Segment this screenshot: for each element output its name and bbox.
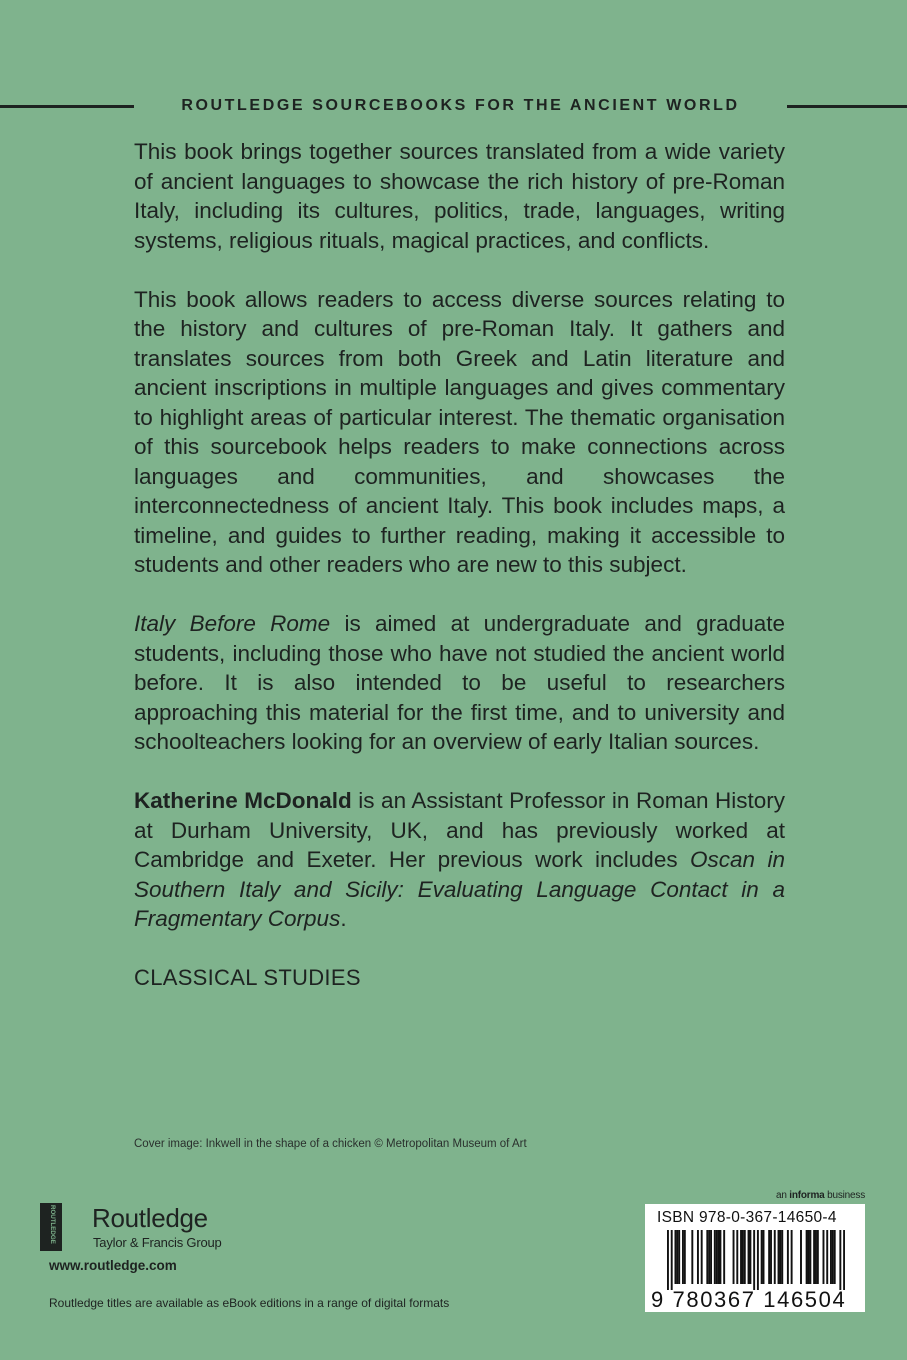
back-cover-blurb [134, 137, 785, 993]
barcode-bar [744, 1230, 746, 1284]
subject-category: CLASSICAL STUDIES [134, 965, 361, 990]
barcode-bar [770, 1230, 772, 1284]
informa-brand: informa [789, 1190, 825, 1201]
blurb-paragraph-2: This book allows readers to access diverse sources relating to the history and cultures of pre-Roman Italy. It gathers and translates sources from both Greek and Latin literature and ancient inscriptions in multiple languages and gives commentary to highlight areas of particular interest. The thematic organisation of this sourcebook helps readers to make connections across languages and communities, and showcases the interconnectedness of ancient Italy. This book includes maps, a timeline, and guides to further reading, making it accessible to students and other readers who are new to this subject. [134, 286, 785, 577]
barcode-bar [691, 1230, 693, 1284]
series-rule-left [0, 105, 134, 108]
barcode-bar [748, 1230, 750, 1284]
barcode-bar [839, 1230, 841, 1290]
blurb-paragraph-3-text: is aimed at undergraduate and graduate students, including those who have not studied the ancient world before. It is also intended to be useful to researchers approaching this material for the first time, and to university and schoolteachers looking for an overview of early Italian sources. [134, 611, 785, 754]
informa-tagline [776, 1190, 865, 1201]
publisher-name: Routledge [92, 1203, 208, 1233]
barcode-bar [813, 1230, 815, 1284]
barcode-bar [774, 1230, 776, 1284]
barcode-bar [674, 1230, 676, 1284]
barcode-bars [667, 1230, 845, 1290]
barcode-bar [749, 1230, 751, 1284]
barcode-bar [761, 1230, 763, 1284]
barcode-bar [778, 1230, 780, 1284]
barcode-bar [791, 1230, 793, 1284]
author-previous-work: Oscan in Southern Italy and Sicily: Evaluating Language Contact in a Fragmentary Corpus [134, 847, 785, 931]
barcode-bar [718, 1230, 720, 1284]
publisher-group: Taylor & Francis Group [93, 1235, 222, 1250]
barcode-bar [706, 1230, 708, 1284]
blurb-paragraph-1: This book brings together sources translated from a wide variety of ancient languages to showcase the rich history of pre-Roman Italy, including its cultures, politics, trade, languages, writing systems, religious rituals, magical practices, and conflicts. [134, 139, 785, 253]
barcode-bar [701, 1230, 703, 1284]
barcode-bar [779, 1230, 781, 1284]
barcode-bar [716, 1230, 718, 1284]
barcode-bar [843, 1230, 845, 1290]
barcode-bar [808, 1230, 810, 1284]
blurb-paragraph-3 [134, 609, 785, 757]
barcode-bar [697, 1230, 699, 1284]
series-rule-right [787, 105, 907, 108]
barcode-bar [740, 1230, 742, 1284]
barcode-bar [823, 1230, 825, 1284]
ebook-note: Routledge titles are available as eBook editions in a range of digital formats [49, 1296, 450, 1310]
author-bio-end: . [340, 906, 347, 931]
barcode-bar [768, 1230, 770, 1284]
barcode-bar [834, 1230, 836, 1284]
informa-suffix: business [824, 1190, 865, 1201]
series-title: ROUTLEDGE SOURCEBOOKS FOR THE ANCIENT WORLD [181, 97, 740, 114]
book-title: Italy Before Rome [134, 611, 331, 636]
barcode-bar [719, 1230, 721, 1284]
barcode-bar [832, 1230, 834, 1284]
barcode-bar [708, 1230, 710, 1284]
barcode-bar [671, 1230, 673, 1290]
barcode-bar [684, 1230, 686, 1284]
barcode-bar [742, 1230, 744, 1284]
barcode-bar [781, 1230, 783, 1284]
barcode-bar [809, 1230, 811, 1284]
isbn-label: ISBN 978-0-367-14650-4 [657, 1209, 837, 1226]
barcode-bar [826, 1230, 828, 1284]
barcode-bar [763, 1230, 765, 1284]
author-bio-text: is an Assistant Professor in Roman History at Durham University, UK, and has previously worked at Cambridge and Exeter. Her previous work includes [134, 788, 785, 872]
cover-image-credit: Cover image: Inkwell in the shape of a chicken © Metropolitan Museum of Art [134, 1138, 527, 1150]
author-bio [134, 786, 785, 934]
routledge-logo-text: ROUTLEDGE [49, 1205, 56, 1244]
barcode-bar [678, 1230, 680, 1284]
barcode-bar [806, 1230, 808, 1284]
barcode-bar [817, 1230, 819, 1284]
barcode-bar [757, 1230, 759, 1290]
barcode-bar [736, 1230, 738, 1284]
barcode-bar [800, 1230, 802, 1284]
barcode-bar [667, 1230, 669, 1290]
barcode-bar [733, 1230, 735, 1284]
barcode-bar [753, 1230, 755, 1290]
barcode-digits: 9 780367 146504 [651, 1287, 847, 1312]
barcode-bar [830, 1230, 832, 1284]
barcode-bar [682, 1230, 684, 1284]
barcode-bar [723, 1230, 725, 1284]
barcode-bar [714, 1230, 716, 1284]
author-name: Katherine McDonald [134, 788, 352, 813]
barcode-bar [787, 1230, 789, 1284]
routledge-logo-icon [40, 1203, 62, 1251]
barcode-bar [815, 1230, 817, 1284]
publisher-url[interactable]: www.routledge.com [49, 1258, 177, 1273]
barcode-panel [645, 1204, 865, 1312]
barcode-bar [676, 1230, 678, 1284]
informa-prefix: an [775, 1190, 790, 1201]
barcode-bar [710, 1230, 712, 1284]
